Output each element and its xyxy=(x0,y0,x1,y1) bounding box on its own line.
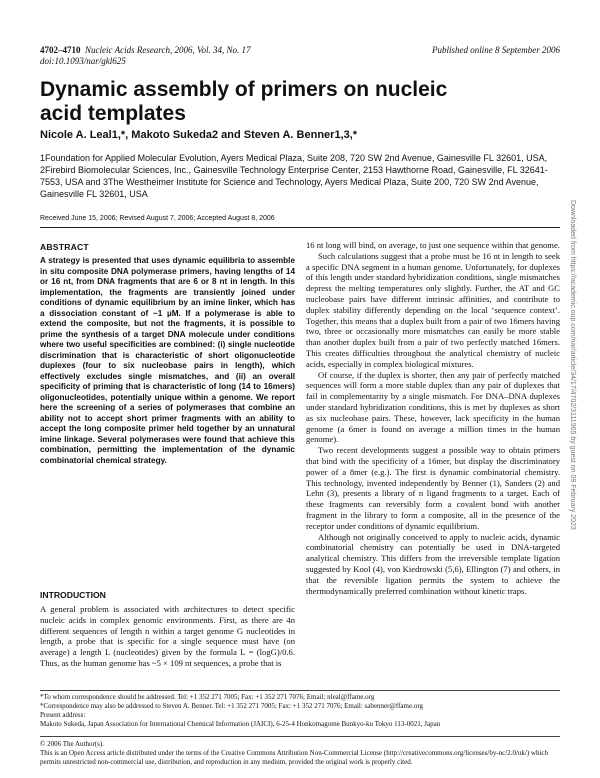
footnotes xyxy=(40,693,560,729)
introduction-heading: INTRODUCTION xyxy=(40,590,106,600)
header-divider xyxy=(40,227,560,228)
footnote-divider xyxy=(40,690,560,691)
page-range: 4702–4710 xyxy=(40,45,81,55)
footnote-present-address: Makoto Sukeda, Japan Association for International Chemical Information (JAICI), 6-25-4 Honkomagome Bunkyo-ku Tokyo 113-0021, Japan xyxy=(40,720,441,728)
introduction-text xyxy=(40,604,295,669)
footnote-present-address-label: Present address: xyxy=(40,711,86,719)
download-watermark: Downloaded from https://academic.oup.com/nar/article/34/17/4702/3111965 by guest on 09 February 2023 xyxy=(569,200,576,530)
body-paragraph: 16 nt long will bind, on average, to just one sequence within that genome. xyxy=(306,240,560,250)
introduction-paragraph: A general problem is associated with architectures to detect specific nucleic acids in complex genomic environments. First, as there are 4n different sequences of length n within a target genome G nucleotides in length, a probe that is specific for a single sequence must have (on average) a length L (nucleotides) given by the formula L = (logG)/0.6. Thus, as the human genome has ~5 × 109 nt sequences, a probe that is xyxy=(40,604,295,668)
license-text: This is an Open Access article distributed under the terms of the Creative Commons Attribution Non-Commercial License (http://creativecommons.org/licenses/by-nc/2.0/uk/) which permits unrestricted non-commercial use, distribution, and reproduction in any medium, provided the original work is properly cited. xyxy=(40,749,549,766)
submission-dates: Received June 15, 2006; Revised August 7, 2006; Accepted August 8, 2006 xyxy=(40,215,275,222)
author-list: Nicole A. Leal1,*, Makoto Sukeda2 and Steven A. Benner1,3,* xyxy=(40,129,358,141)
license-divider xyxy=(40,736,560,737)
body-paragraph: Of course, if the duplex is shorter, then any pair of perfectly matched sequences will form a more stable duplex than any pair of duplexes that fail in complementarity by a single mismatch. For DNA–DNA duplexes under standard hybridization conditions, this is met by duplexes as short as six nucleobase pairs. These, however, lack specificity in the human genome (a 6mer is found on average a million times in the human genome). xyxy=(306,369,560,445)
body-paragraph: Although not originally conceived to apply to nucleic acids, dynamic combinatorial chemistry can potentially be used in DNA-targeted analytical chemistry. This differs from the irreversible template ligation suggested by Kool (4), von Kiedrowski (5,6), Ellington (7) and others, in that the reversible ligation permits the system to achieve the thermodynamically preferred combination without kinetic traps. xyxy=(306,531,560,596)
copyright-line: © 2006 The Author(s). xyxy=(40,740,104,748)
license-block xyxy=(40,740,560,767)
journal-name: Nucleic Acids Research, 2006, Vol. 34, No. 17 xyxy=(85,45,251,55)
abstract-text: A strategy is presented that uses dynamic equilibria to assemble in situ composite DNA polymerase primers, having lengths of 14 or 16 nt, from DNA fragments that are 6 or 8 nt in length. In this implementation, the fragments are transiently joined under conditions of dynamic equilibrium by an imine linker, which has a dissociation constant of ~1 µM. If a polymerase is able to extend the composite, but not the fragments, it is possible to prime the synthesis of a target DNA molecule under conditions where two useful specificities are combined: (i) single nucleotide discrimination that is characteristic of short oligonucleotide duplexes (four to six nucleobase pairs in length), which effectively excludes single mismatches, and (ii) an overall specificity of priming that is characteristic of long (14 to 16mers) oligonucleotides, potentially unique within a genome. We report here the screening of a series of polymerases that combine an ability not to accept short primer fragments with an ability to accept the long composite primer held together by an unnatural imine linkage. Several polymerases were found that achieve this combination, permitting the implementation of the dynamic combinatorial chemical strategy. xyxy=(40,256,295,465)
publication-date: Published online 8 September 2006 xyxy=(432,45,560,55)
doi: doi:10.1093/nar/gkl625 xyxy=(40,56,126,66)
body-paragraph: Such calculations suggest that a probe must be 16 nt in length to seek a specific DNA segment in a human genome. Unfortunately, for duplexes of this length under standard hybridization conditions, single mismatches depress the melting temperatures only slightly. Further, the AT and GC nucleobase pairs have different intrinsic affinities, and contribute to duplex stability differently depending on the local ‘sequence context’. Together, this means that a duplex built from a pair of two 16mers having two, three or occasionally more mismatches can easily be more stable than another duplex built from a pair of two perfectly matched 16mers. This creates difficulties throughout the analytical chemistry of nucleic acids, especially in complex biological mixtures. xyxy=(306,250,560,369)
body-paragraph: Two recent developments suggest a possible way to obtain primers that bind with the specificity of a 16mer, but display the discriminatory power of a 8mer (e.g.). The first is dynamic combinatorial chemistry. This technology, invented independently by Benner (1), Sanders (2) and Lehn (3), presents a library of n ligand fragments to a target. Each of these fragments can reversibly form a covalent bond with another fragment in the library to form a composite, all in the presence of the receptor under conditions of dynamic equilibrium. xyxy=(306,445,560,531)
right-column xyxy=(306,240,560,596)
abstract-heading: ABSTRACT xyxy=(40,242,89,252)
affiliations: 1Foundation for Applied Molecular Evolution, Ayers Medical Plaza, Suite 208, 720 SW 2nd Avenue, Gainesville FL 32601, USA, 2Firebird Biomolecular Sciences, Inc., Gainesville Technology Enterprise Center, 2153 Hawthorne Road, Gainesville, FL 32641-7553, USA and 3The Westheimer Institute for Science and Technology, Ayers Medical Plaza, Suite 200, 720 SW 2nd Avenue, Gainesville FL 32601, USA xyxy=(40,153,548,199)
footnote-correspondence-alt: *Correspondence may also be addressed to Steven A. Benner. Tel: +1 352 271 7005; Fax: +1 352 271 7076; Email: sabenner@ffame.org xyxy=(40,702,424,710)
footnote-correspondence: *To whom correspondence should be addressed. Tel: +1 352 271 7005; Fax: +1 352 271 7076; Email: nleal@ffame.org xyxy=(40,693,375,701)
article-title: Dynamic assembly of primers on nucleic acid templates xyxy=(40,78,448,125)
